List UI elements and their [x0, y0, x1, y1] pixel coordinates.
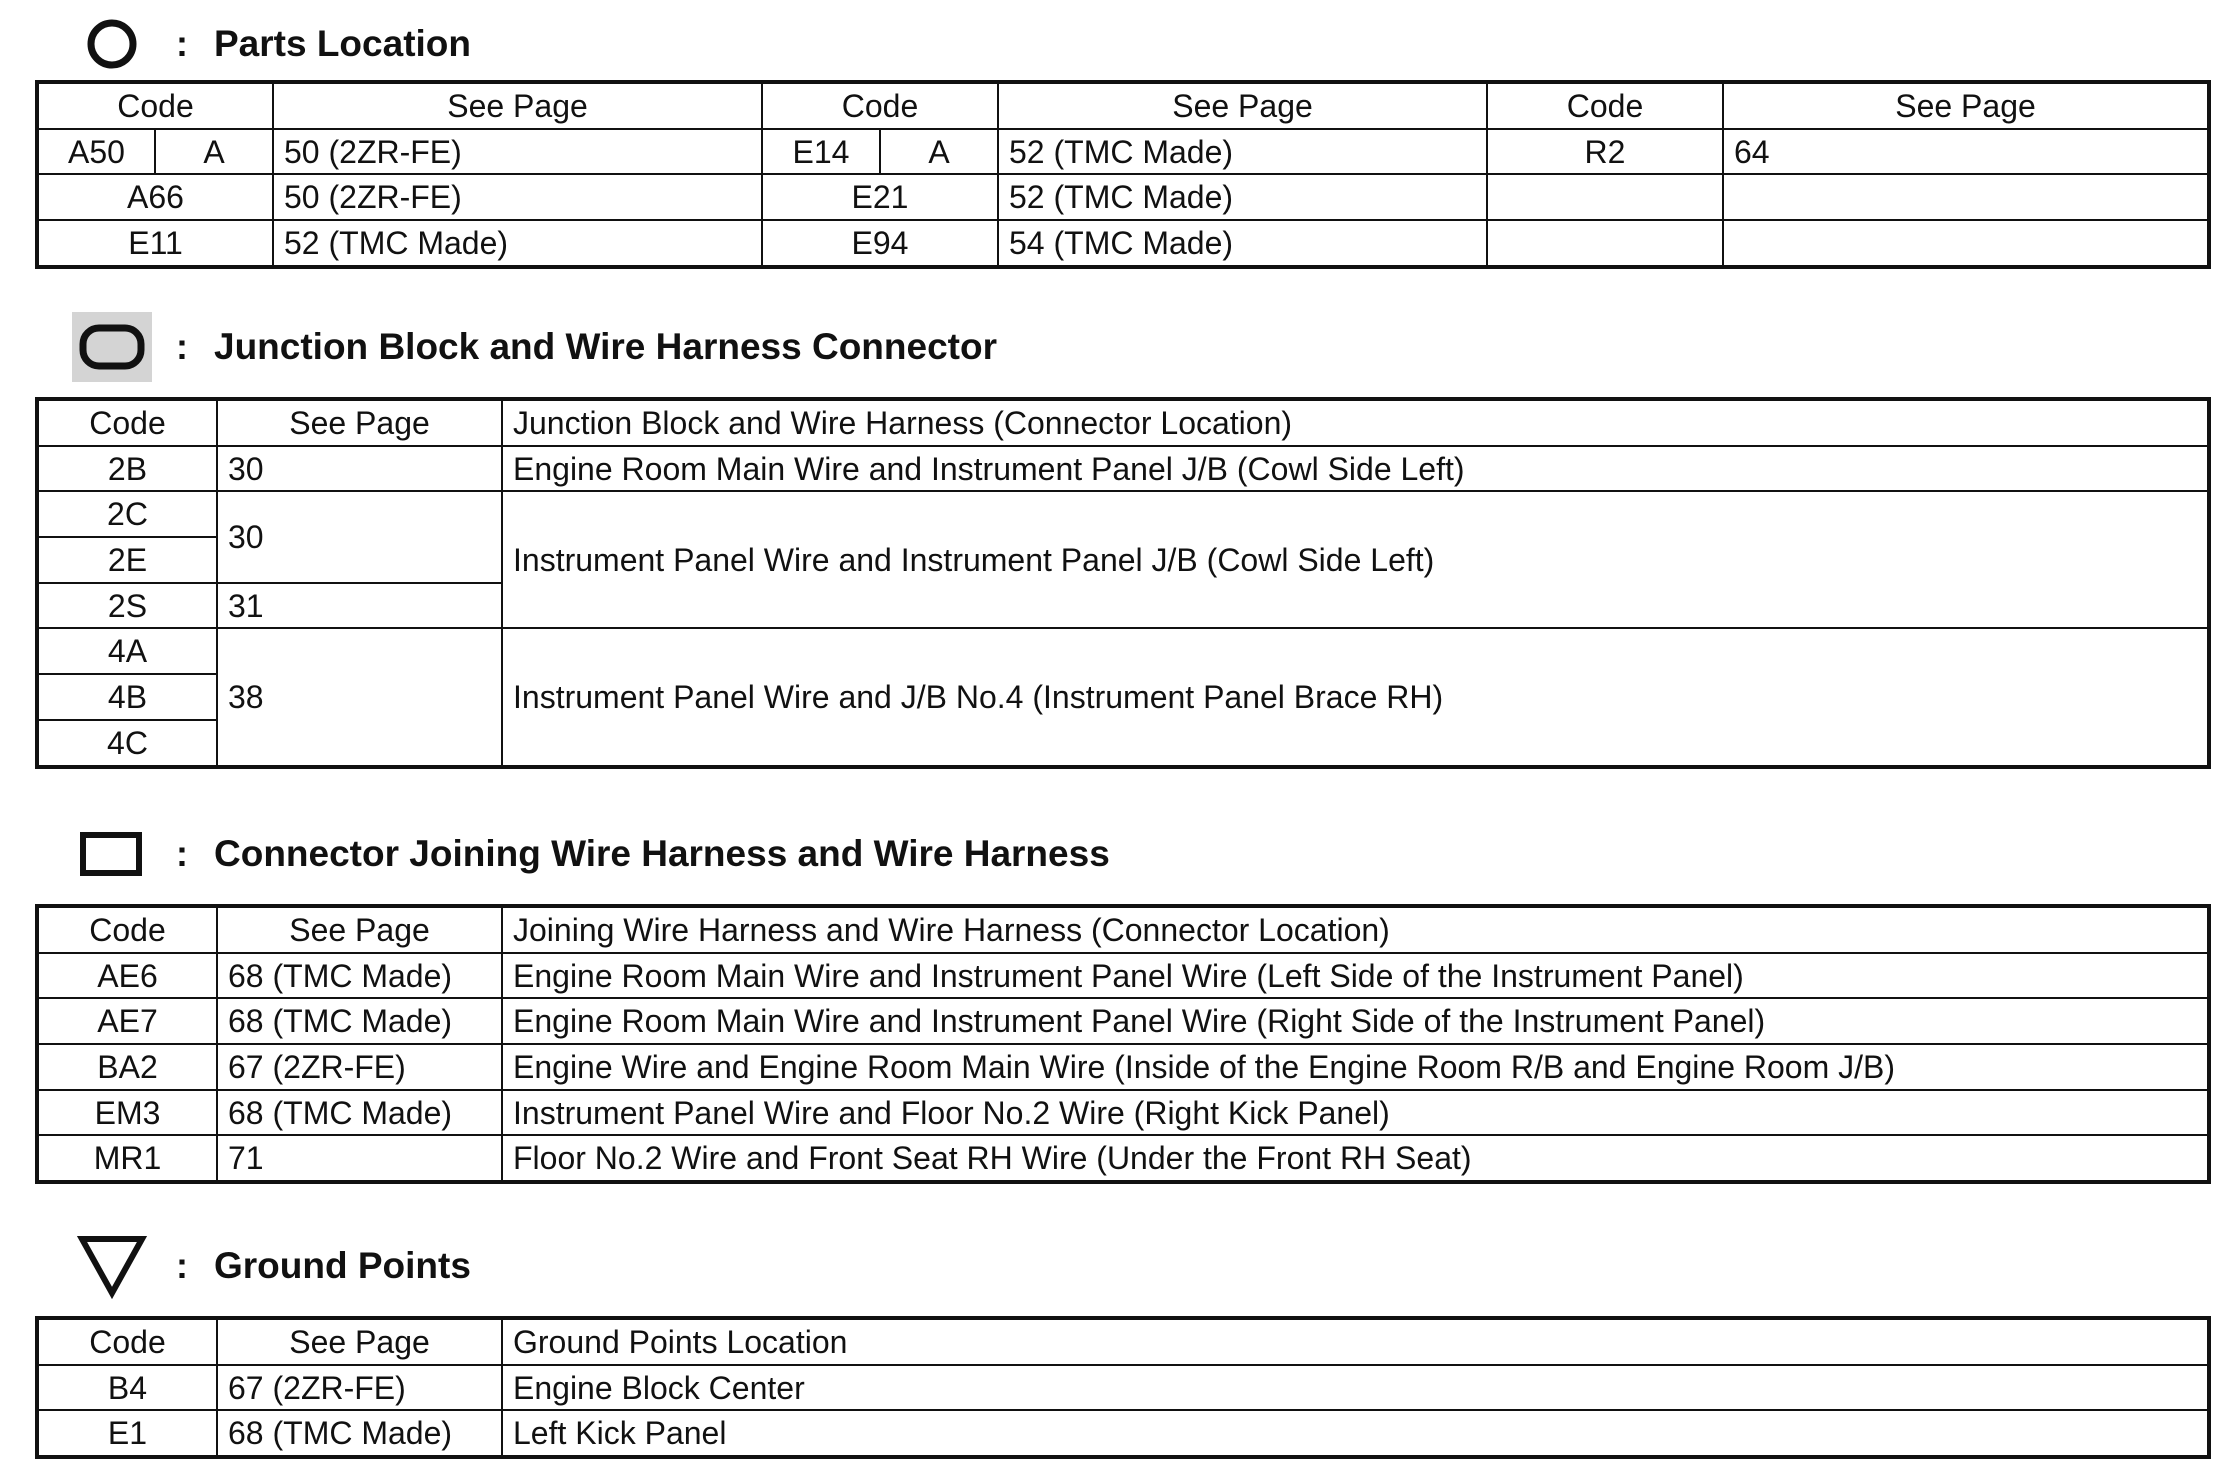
page-cell: 50 (2ZR-FE): [273, 174, 762, 220]
ground-points-heading: [72, 1233, 471, 1299]
page-cell: 68 (TMC Made): [217, 1410, 502, 1457]
location-cell: Floor No.2 Wire and Front Seat RH Wire (Under the Front RH Seat): [502, 1135, 2209, 1182]
table-row: [37, 129, 2209, 175]
location-cell: Engine Block Center: [502, 1365, 2209, 1411]
table-row: [37, 446, 2209, 492]
page-cell: 54 (TMC Made): [998, 220, 1487, 267]
column-header: See Page: [273, 82, 762, 129]
code-cell: 4A: [37, 628, 217, 674]
code-cell: E21: [762, 174, 998, 220]
page-cell: 30: [217, 491, 502, 582]
column-header: Junction Block and Wire Harness (Connector Location): [502, 399, 2209, 446]
column-header: Ground Points Location: [502, 1318, 2209, 1365]
location-cell: Engine Room Main Wire and Instrument Panel Wire (Left Side of the Instrument Panel): [502, 953, 2209, 999]
rounded-rectangle-symbol-icon: [72, 312, 152, 382]
location-cell: Instrument Panel Wire and Floor No.2 Wire (Right Kick Panel): [502, 1090, 2209, 1136]
table-row: [37, 998, 2209, 1044]
code-cell: E14: [762, 129, 880, 175]
page-cell: 38: [217, 628, 502, 766]
code-cell: 2C: [37, 491, 217, 537]
code-cell: 4B: [37, 674, 217, 720]
code-cell: [1487, 220, 1723, 267]
circle-symbol-icon: [72, 11, 152, 77]
column-header: Code: [37, 906, 217, 953]
code-cell: A66: [37, 174, 273, 220]
table-row: [37, 628, 2209, 674]
code-cell: 2E: [37, 537, 217, 583]
section-title: Junction Block and Wire Harness Connector: [214, 326, 997, 367]
code-cell: A50: [37, 129, 155, 175]
table-row: [37, 1135, 2209, 1182]
code-cell: E11: [37, 220, 273, 267]
code-cell: E94: [762, 220, 998, 267]
column-header: See Page: [217, 906, 502, 953]
code-cell: AE7: [37, 998, 217, 1044]
code-cell: AE6: [37, 953, 217, 999]
heading-colon: :: [176, 1245, 188, 1286]
table-row: [37, 1365, 2209, 1411]
heading-colon: :: [176, 326, 188, 367]
connector-joining-heading: [72, 821, 1110, 887]
column-header: Code: [37, 82, 273, 129]
code-cell: 2S: [37, 583, 217, 629]
location-cell: Engine Room Main Wire and Instrument Panel Wire (Right Side of the Instrument Panel): [502, 998, 2209, 1044]
section-title: Ground Points: [214, 1245, 471, 1286]
table-row: [37, 174, 2209, 220]
column-header: See Page: [1723, 82, 2209, 129]
code-cell: EM3: [37, 1090, 217, 1136]
code-sub-cell: A: [155, 129, 273, 175]
column-header: Code: [762, 82, 998, 129]
table-row: [37, 491, 2209, 537]
column-header: Code: [37, 399, 217, 446]
code-cell: R2: [1487, 129, 1723, 175]
code-cell: 4C: [37, 720, 217, 767]
location-cell: Engine Wire and Engine Room Main Wire (Inside of the Engine Room R/B and Engine Room J/B): [502, 1044, 2209, 1090]
code-cell: E1: [37, 1410, 217, 1457]
location-cell: Instrument Panel Wire and Instrument Panel J/B (Cowl Side Left): [502, 491, 2209, 628]
rectangle-symbol-icon: [72, 821, 152, 887]
page-cell: 31: [217, 583, 502, 629]
heading-colon: :: [176, 23, 188, 64]
junction-block-heading: [72, 314, 997, 380]
page-cell: 71: [217, 1135, 502, 1182]
page-cell: [1723, 220, 2209, 267]
section-title: Parts Location: [214, 23, 471, 64]
location-cell: Instrument Panel Wire and J/B No.4 (Instrument Panel Brace RH): [502, 628, 2209, 766]
page-cell: 52 (TMC Made): [998, 174, 1487, 220]
column-header: Code: [37, 1318, 217, 1365]
table-row: [37, 953, 2209, 999]
section-title: Connector Joining Wire Harness and Wire Harness: [214, 833, 1110, 874]
table-header-row: [37, 399, 2209, 446]
page-cell: 67 (2ZR-FE): [217, 1365, 502, 1411]
column-header: Code: [1487, 82, 1723, 129]
code-cell: BA2: [37, 1044, 217, 1090]
page-cell: 68 (TMC Made): [217, 1090, 502, 1136]
code-cell: 2B: [37, 446, 217, 492]
column-header: Joining Wire Harness and Wire Harness (Connector Location): [502, 906, 2209, 953]
table-row: [37, 1044, 2209, 1090]
table-row: [37, 220, 2209, 267]
page-cell: 52 (TMC Made): [273, 220, 762, 267]
triangle-symbol-icon: [72, 1233, 152, 1299]
heading-colon: :: [176, 833, 188, 874]
page-cell: 67 (2ZR-FE): [217, 1044, 502, 1090]
column-header: See Page: [217, 1318, 502, 1365]
code-sub-cell: A: [880, 129, 998, 175]
table-row: [37, 1410, 2209, 1457]
page-cell: [1723, 174, 2209, 220]
code-cell: MR1: [37, 1135, 217, 1182]
location-cell: Left Kick Panel: [502, 1410, 2209, 1457]
table-row: [37, 1090, 2209, 1136]
code-cell: [1487, 174, 1723, 220]
connector-joining-table: [35, 904, 2211, 1184]
location-cell: Engine Room Main Wire and Instrument Panel J/B (Cowl Side Left): [502, 446, 2209, 492]
page-cell: 68 (TMC Made): [217, 953, 502, 999]
page-cell: 50 (2ZR-FE): [273, 129, 762, 175]
page-cell: 30: [217, 446, 502, 492]
page-cell: 64: [1723, 129, 2209, 175]
table-header-row: [37, 82, 2209, 129]
junction-block-table: [35, 397, 2211, 769]
ground-points-table: [35, 1316, 2211, 1459]
parts-location-heading: [72, 11, 471, 77]
table-header-row: [37, 1318, 2209, 1365]
parts-location-table: [35, 80, 2211, 269]
column-header: See Page: [998, 82, 1487, 129]
column-header: See Page: [217, 399, 502, 446]
code-cell: B4: [37, 1365, 217, 1411]
page-cell: 68 (TMC Made): [217, 998, 502, 1044]
page-cell: 52 (TMC Made): [998, 129, 1487, 175]
table-header-row: [37, 906, 2209, 953]
